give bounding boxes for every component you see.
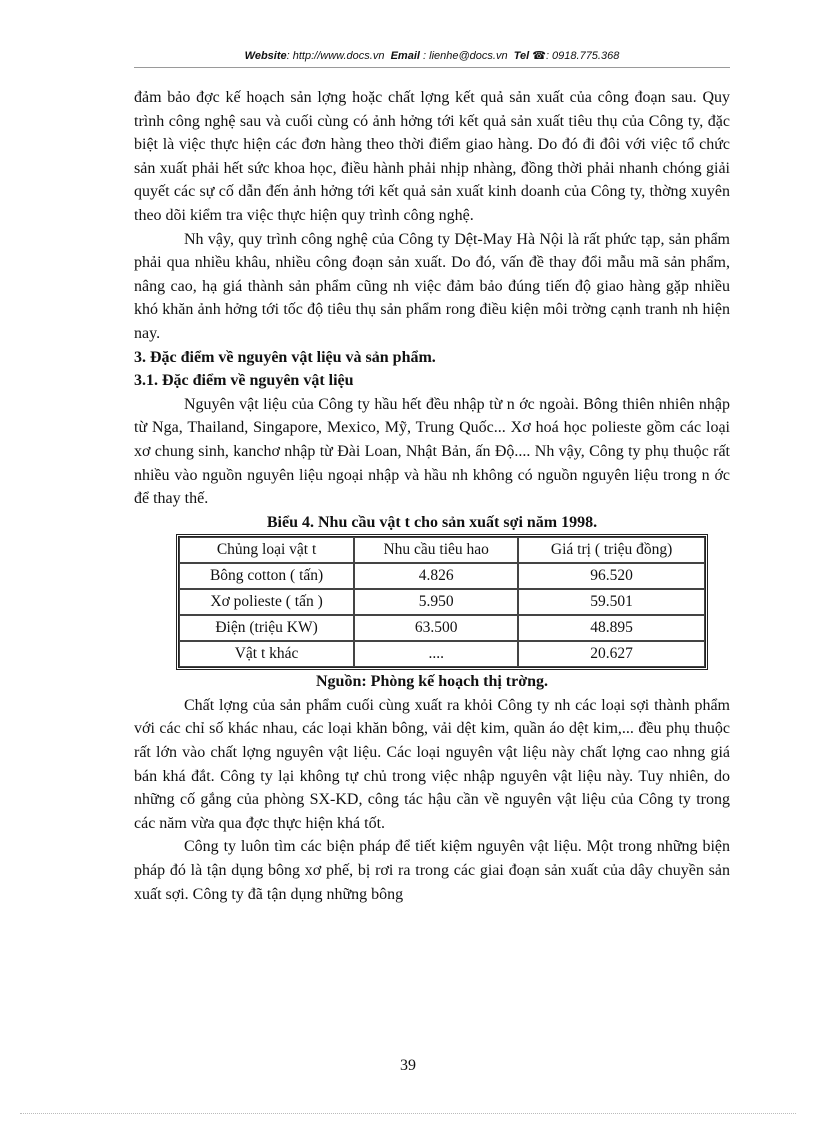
paragraph-3: Nguyên vật liệu của Công ty hầu hết đều nhập từ n ớc ngoài. Bông thiên nhiên nhập từ Nga, Thailand, Singapore, Mexico, Mỹ, Trung Quốc... Xơ hoá học polieste gồm các loại xơ chung sinh, kanchơ nhập từ Đài Loan, Nhật Bản, ấn Độ.... Nh vậy, Công ty phụ thuộc rất nhiều vào nguồn nguyên liệu ngoại nhập và hầu nh không có nguồn nguyên liệu trong n ớc để thay thế. [134, 395, 730, 508]
section-heading-3: 3. Đặc điểm về nguyên vật liệu và sản phẩm. [134, 348, 436, 366]
table-cell: Bông cotton ( tấn) [179, 563, 354, 589]
table-row [179, 641, 705, 667]
table-source: Nguồn: Phòng kế hoạch thị trờng. [315, 673, 548, 691]
table-cell: 20.627 [518, 641, 705, 667]
table-cell: 96.520 [518, 563, 705, 589]
table-cell: Vật t khác [179, 641, 354, 667]
table-cell: 63.500 [354, 615, 518, 641]
table-cell: 4.826 [354, 563, 518, 589]
table-header-cell: Chủng loại vật t [179, 537, 354, 563]
page-header [134, 49, 730, 62]
section-heading-3-1: 3.1. Đặc điểm về nguyên vật liệu [134, 372, 354, 390]
email-label: Email [390, 50, 420, 62]
paragraph-1: đảm bảo đợc kế hoạch sản lợng hoặc chất lợng kết quả sản xuất của công đoạn sau. Quy trình công nghệ sau và cuối cùng có ảnh hởng tới kết quả sản xuất tiêu thụ của Công ty, đặc biệt là việc thực hiện các đơn hàng theo thời điểm giao hàng. Do đó đi đôi với việc tổ chức sản xuất phải hết sức khoa học, điều hành phải nhịp nhàng, đồng thời phải nhanh chóng giải quyết các sự cố dẫn đến ảnh hởng tới kết quả sản xuất kinh doanh của Công ty, thờng xuyên theo dõi kiểm tra việc thực hiện quy trình công nghệ. [134, 89, 730, 224]
paragraph-4: Chất lợng của sản phẩm cuối cùng xuất ra khỏi Công ty nh các loại sợi thành phẩm với các chỉ số khác nhau, các loại khăn bông, vải dệt kim, quần áo dệt kim,... đều phụ thuộc rất lớn vào chất lợng nguyên vật liệu. Các loại nguyên vật liệu này chất lợng cao nhng giá bán khá đắt. Công ty lại không tự chủ trong việc nhập nguyên vật liệu này. Tuy nhiên, do những cố gắng của phòng SX-KD, công tác hậu cần về nguyên vật liệu của Công ty trong các năm vừa qua đợc thực hiện khá tốt. [134, 696, 730, 832]
tel-label: Tel ☎ [513, 50, 546, 62]
table-header-cell: Giá trị ( triệu đồng) [518, 537, 705, 563]
table-cell: 59.501 [518, 589, 705, 615]
table-row [179, 615, 705, 641]
table-cell: 48.895 [518, 615, 705, 641]
table-cell: 5.950 [354, 589, 518, 615]
table-header-cell: Nhu cầu tiêu hao [354, 537, 518, 563]
table-cell: Xơ polieste ( tấn ) [179, 589, 354, 615]
table-cell: .... [354, 641, 518, 667]
page-number: 39 [400, 1057, 416, 1074]
page-body [134, 86, 730, 906]
email-value: : lienhe@docs.vn [423, 50, 508, 62]
tel-value: : 0918.775.368 [545, 50, 620, 62]
header-divider [134, 67, 730, 68]
material-demand-table [176, 534, 708, 670]
table-caption: Biểu 4. Nhu cầu vật t cho sản xuất sợi năm 1998. [266, 513, 598, 531]
website-label: Website [244, 50, 287, 62]
table-cell: Điện (triệu KW) [179, 615, 354, 641]
paragraph-2: Nh vậy, quy trình công nghệ của Công ty Dệt-May Hà Nội là rất phức tạp, sản phẩm phải qua nhiều khâu, nhiều công đoạn sản xuất. Do đó, vấn đề thay đổi mẫu mã sản phẩm, nâng cao, hạ giá thành sản phẩm cũng nh việc đảm bảo đúng tiến độ giao hàng gặp nhiều khó khăn ảnh hởng tới tốc độ tiêu thụ sản phẩm rong điều kiện môi trờng cạnh tranh nh hiện nay. [134, 230, 730, 342]
footer-divider [20, 1113, 796, 1114]
website-value: : http://www.docs.vn [286, 50, 385, 62]
table-row [179, 563, 705, 589]
table-row [179, 589, 705, 615]
table-header-row [179, 537, 705, 563]
paragraph-5: Công ty luôn tìm các biện pháp để tiết kiệm nguyên vật liệu. Một trong những biện pháp đó là tận dụng bông xơ phế, bị rơi ra trong các giai đoạn sản xuất của dây chuyền sản xuất sợi. Công ty đã tận dụng những bông [134, 838, 730, 903]
